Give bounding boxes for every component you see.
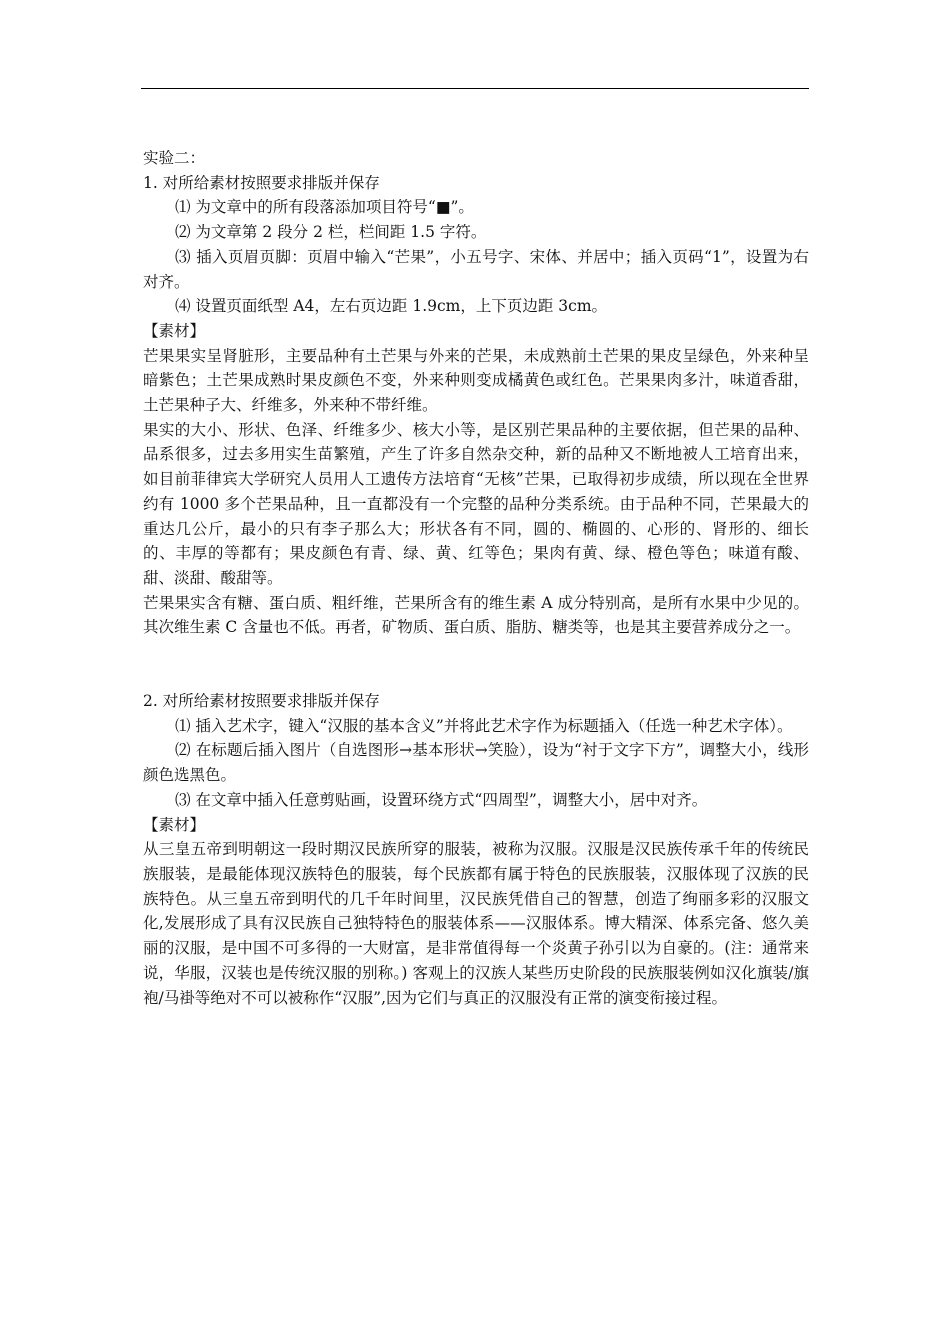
material-label-1: 【素材】 [143, 321, 206, 340]
material-1-paragraph-3: 芒果果实含有糖、蛋白质、粗纤维，芒果所含有的维生素 A 成分特别高，是所有水果中少见的。其次维生素 C 含量也不低。再者，矿物质、蛋白质、脂肪、糖类等，也是其主要营养成分之一。 [143, 593, 809, 637]
material-2-paragraph-1: 从三皇五帝到明朝这一段时期汉民族所穿的服装，被称为汉服。汉服是汉民族传承千年的传统民族服装，是最能体现汉族特色的服装，每个民族都有属于特色的民族服装，汉服体现了汉族的民族特色。从三皇五帝到明代的几千年时间里，汉民族凭借自己的智慧，创造了绚丽多彩的汉服文化,发展形成了具有汉民族自己独特特色的服装体系——汉服体系。博大精深、体系完备、悠久美丽的汉服，是中国不可多得的一大财富，是非常值得每一个炎黄子孙引以为自豪的。(注：通常来说，华服，汉装也是传统汉服的别称。) 客观上的汉族人某些历史阶段的民族服装例如汉化旗装/旗袍/马褂等绝对不可以被称作“汉服”,因为它们与真正的汉服没有正常的演变衔接过程。 [143, 840, 809, 1007]
material-1-paragraph-2: 果实的大小、形状、色泽、纤维多少、核大小等，是区别芒果品种的主要依据，但芒果的品种、品系很多，过去多用实生苗繁殖，产生了许多自然杂交种，新的品种又不断地被人工培育出来，如目前菲律宾大学研究人员用人工遗传方法培育“无核”芒果，已取得初步成绩，所以现在全世界约有 1000 多个芒果品种，且一直都没有一个完整的品种分类系统。由于品种不同，芒果最大的重达几公斤，最小的只有李子那么大；形状各有不同，圆的、椭圆的、心形的、肾形的、细长的、丰厚的等都有；果皮颜色有青、绿、黄、红等色；果肉有黄、绿、橙色等色；味道有酸、甜、淡甜、酸甜等。 [143, 420, 809, 587]
task-1-title: 1. 对所给素材按照要求排版并保存 [143, 173, 380, 192]
task-2-title: 2. 对所给素材按照要求排版并保存 [143, 692, 380, 711]
header-rule [141, 88, 809, 89]
material-label-2: 【素材】 [143, 815, 206, 834]
section-spacer [143, 640, 809, 689]
task-2-item-3: ⑶ 在文章中插入任意剪贴画，设置环绕方式“四周型”，调整大小，居中对齐。 [175, 790, 708, 809]
task-1-item-2: ⑵ 为文章第 2 段分 2 栏，栏间距 1.5 字符。 [175, 223, 487, 242]
task-2-item-2: ⑵ 在标题后插入图片（自选图形→基本形状→笑脸），设为“衬于文字下方”，调整大小，线形颜色选黑色。 [143, 741, 809, 785]
task-1-item-1: ⑴ 为文章中的所有段落添加项目符号“■”。 [175, 198, 474, 217]
task-1-item-4: ⑷ 设置页面纸型 A4，左右页边距 1.9cm，上下页边距 3cm。 [175, 297, 608, 316]
document-body [143, 146, 809, 1010]
section-heading: 实验二： [143, 149, 206, 167]
task-2-item-1: ⑴ 插入艺术字，键入“汉服的基本含义”并将此艺术字作为标题插入（任选一种艺术字体）。 [175, 716, 793, 735]
material-1-paragraph-1: 芒果果实呈肾脏形，主要品种有土芒果与外来的芒果，未成熟前土芒果的果皮呈绿色，外来种呈暗紫色；土芒果成熟时果皮颜色不变，外来种则变成橘黄色或红色。芒果果肉多汁，味道香甜，土芒果种子大、纤维多，外来种不带纤维。 [143, 346, 809, 415]
task-1-item-3: ⑶ 插入页眉页脚：页眉中输入“芒果”，小五号字、宋体、并居中；插入页码“1”，设置为右对齐。 [143, 247, 809, 291]
